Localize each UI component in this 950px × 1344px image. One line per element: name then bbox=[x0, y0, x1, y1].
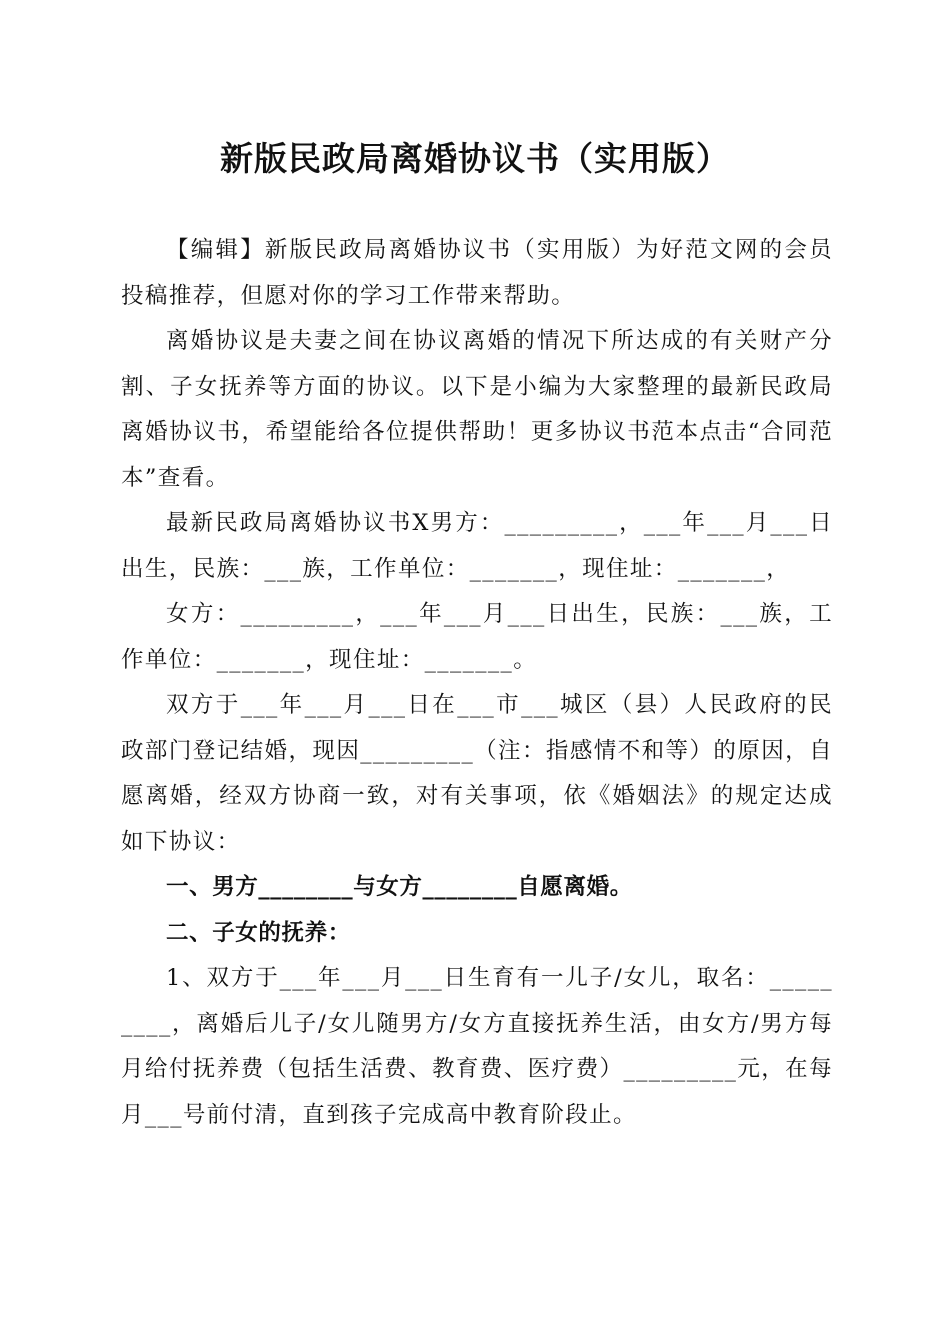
paragraph-introduction: 离婚协议是夫妻之间在协议离婚的情况下所达成的有关财产分割、子女抚养等方面的协议。以下是小编为大家整理的最新民政局离婚协议书，希望能给各位提供帮助！更多协议书范本点击“合同范本”查看。 bbox=[121, 328, 833, 491]
paragraph-marriage-registration: 双方于___年___月___日在___市___城区（县）人民政府的民政部门登记结婚，现因_________（注：指感情不和等）的原因，自愿离婚，经双方协商一致，对有关事项，依《婚姻法》的规定达成如下协议： bbox=[121, 692, 833, 855]
clause-two-item-one: 1、双方于___年___月___日生育有一儿子/女儿，取名：_________，离婚后儿子/女儿随男方/女方直接抚养生活，由女方/男方每月给付抚养费（包括生活费、教育费、医疗费）_________元，在每月___号前付清，直到孩子完成高中教育阶段止。 bbox=[121, 965, 833, 1128]
document-title: 新版民政局离婚协议书（实用版） bbox=[220, 139, 730, 178]
paragraph-editor-note: 【编辑】新版民政局离婚协议书（实用版）为好范文网的会员投稿推荐，但愿对你的学习工作带来帮助。 bbox=[121, 237, 833, 309]
paragraph-male-party: 最新民政局离婚协议书X男方：_________，___年___月___日出生，民族：___族，工作单位：_______，现住址：_______， bbox=[121, 510, 833, 582]
document-body bbox=[121, 228, 833, 1138]
paragraph-female-party: 女方：_________，___年___月___日出生，民族：___族，工作单位：_______，现住址：_______。 bbox=[121, 601, 833, 673]
clause-one-divorce: 一、男方________与女方________自愿离婚。 bbox=[166, 874, 633, 900]
clause-two-heading: 二、子女的抚养： bbox=[166, 919, 351, 946]
